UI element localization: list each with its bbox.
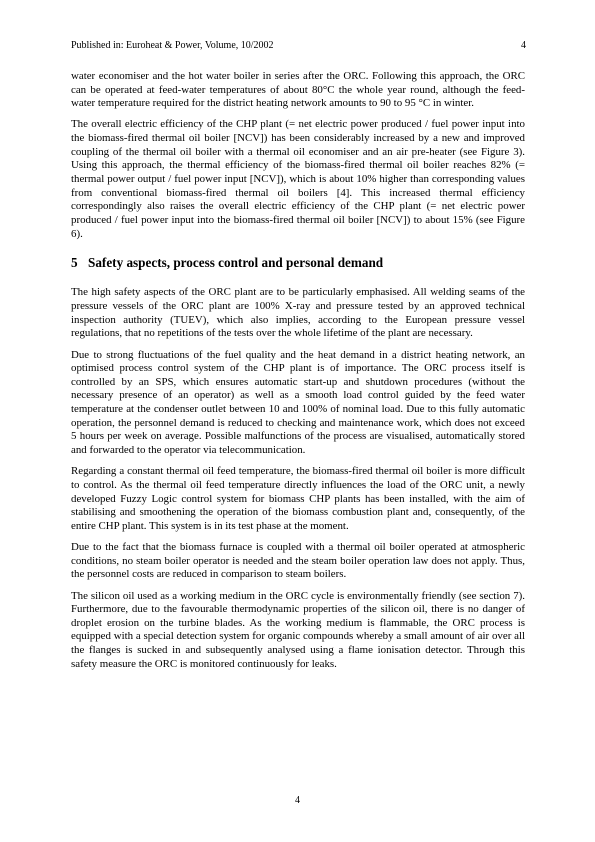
page-body (71, 70, 525, 679)
footer-page-number: 4 (295, 795, 300, 806)
paragraph: Regarding a constant thermal oil feed temperature, the biomass-fired thermal oil boiler is more difficult to control. As the thermal oil feed temperature directly influences the load of the ORC unit, a newly developed Fuzzy Logic control system for biomass CHP plants has been installed, with the aim of stabilising and smoothening the operation of the biomass combustion plant and, consequently, of the entire CHP plant. This system is in its test phase at the moment. (71, 465, 525, 532)
paragraph: Due to the fact that the biomass furnace is coupled with a thermal oil boiler operated at atmospheric conditions, no steam boiler operator is needed and the steam boiler operation law does not apply. Thus, the personnel costs are reduced in comparison to steam boilers. (71, 541, 525, 581)
section-heading (71, 255, 525, 271)
paragraph: The silicon oil used as a working medium in the ORC cycle is environmentally friendly (see section 7). Furthermore, due to the favourable thermodynamic properties of the silicon oil, there is no danger of droplet erosion on the turbine blades. As the working medium is flammable, the ORC process is equipped with a special detection system for organic compounds whereby a small amount of air over all the flanges is sucked in and subsequently analysed using a flame ionisation detector. Through this safety measure the ORC is monitored continuously for leaks. (71, 589, 525, 670)
section-title: Safety aspects, process control and personal demand (88, 255, 384, 271)
page-header (71, 40, 526, 52)
paragraph: Due to strong fluctuations of the fuel quality and the heat demand in a district heating network, an optimised process control system of the CHP plant is of importance. The ORC process itself is controlled by an SPS, which ensures automatic start-up and shutdown procedures (without the necessary presence of an operator) as well as a smooth load control guided by the feed water temperature at the condenser outlet between 10 and 100% of nominal load. Due to this fully automatic operation, the personnel demand is reduced to checking and maintenance work, which does not exceed 5 hours per week on average. Possible malfunctions of the process are visualised, automatically stored and forwarded to the operator via telecommunication. (71, 348, 525, 457)
section-number: 5 (71, 255, 78, 271)
header-page-number: 4 (521, 40, 526, 51)
page-footer (0, 795, 595, 807)
paragraph: water economiser and the hot water boiler in series after the ORC. Following this approach, the ORC can be operated at feed-water temperatures of about 80°C the whole year round, although the feed-water temperature required for the district heating network amounts to 90 to 95 °C in winter. (71, 70, 525, 110)
paragraph: The overall electric efficiency of the CHP plant (= net electric power produced / fuel power input into the biomass-fired thermal oil boiler [NCV]) has been considerably increased by a new and improved coupling of the thermal oil boiler with a thermal oil economiser and an air pre-heater (see Figure 3). Using this approach, the thermal efficiency of the biomass-fired thermal oil boiler reaches 82% (= thermal power output / fuel power input [NCV]), which is about 10% higher than corresponding values from conventional biomass-fired thermal oil boilers [4]. This increased thermal efficiency correspondingly also raises the overall electric efficiency of the CHP plant (= net electric power produced / fuel power input into the biomass-fired thermal oil boiler [NCV]) to about 15% (see Figure 6). (71, 118, 525, 240)
publication-info: Published in: Euroheat & Power, Volume, 10/2002 (71, 40, 274, 51)
paragraph: The high safety aspects of the ORC plant are to be particularly emphasised. All welding seams of the pressure vessels of the ORC plant are 100% X-ray and pressure tested by an approved technical inspection authority (TUEV), which also implies, according to the European pressure vessel regulations, that no repetitions of the tests over the whole lifetime of the plant are necessary. (71, 286, 525, 340)
